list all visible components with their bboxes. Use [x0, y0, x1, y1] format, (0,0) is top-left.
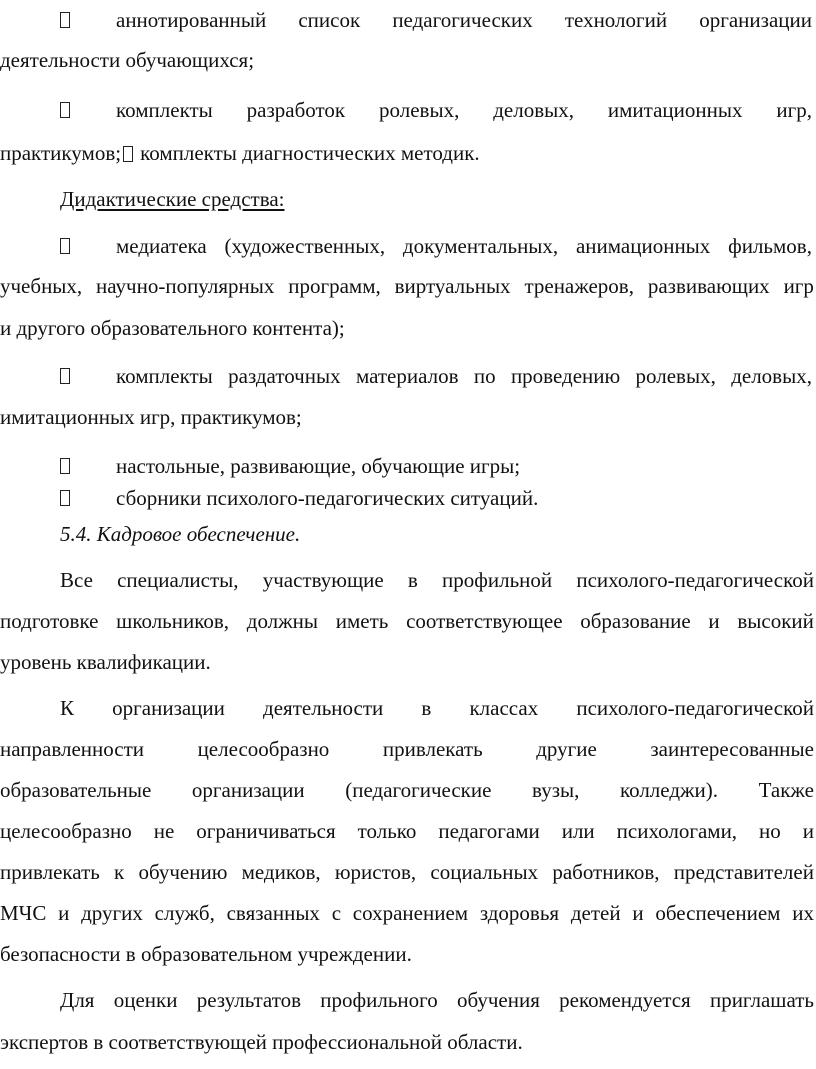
word: фильмов, [728, 234, 812, 258]
section-heading-didactic: Дидактические средства: [60, 187, 285, 211]
word: в [421, 696, 432, 720]
square-bullet-icon [60, 238, 70, 254]
bullet-item-media-library [0, 232, 816, 260]
word: психолого-педагогической [576, 696, 814, 720]
word: научно-популярных [96, 274, 275, 298]
word: медиков, [241, 860, 321, 884]
word: привлекать [0, 860, 100, 884]
word: педагогами [438, 819, 540, 843]
word: и [632, 901, 644, 925]
word: комплекты [116, 364, 213, 388]
word: материалов [355, 364, 459, 388]
word: служб, [154, 901, 215, 925]
word: МЧС [0, 901, 47, 925]
text-line: практикумов; комплекты диагностических методик. [0, 141, 480, 165]
word: (педагогические [345, 778, 492, 802]
word: участвующие [262, 568, 384, 592]
word: рекомендуется [559, 988, 691, 1012]
text-line [116, 6, 814, 34]
text-line: настольные, развивающие, обучающие игры; [116, 454, 521, 478]
word: педагогических [392, 8, 533, 32]
square-bullet-icon [60, 368, 70, 384]
word: колледжи). [619, 778, 719, 802]
word: направленности [0, 737, 145, 761]
word: игр [783, 274, 814, 298]
word: вузы, [532, 778, 580, 802]
word: обеспечением [655, 901, 781, 925]
word: связанных [226, 901, 320, 925]
word: соответствующее [406, 609, 563, 633]
word: должны [246, 609, 319, 633]
word: деловых, [493, 98, 574, 122]
word: тренажеров, [524, 274, 634, 298]
word: приглашать [709, 988, 814, 1012]
word: результатов [196, 988, 302, 1012]
word: профильной [442, 568, 553, 592]
word: социальных [430, 860, 539, 884]
text-line [0, 899, 816, 927]
word: организации [699, 8, 812, 32]
square-bullet-icon [60, 12, 70, 28]
text-line: экспертов в соответствующей профессиональной области. [0, 1030, 523, 1054]
word: психолого-педагогической [576, 568, 814, 592]
text-line [60, 566, 816, 594]
bullet-item-situations [0, 484, 816, 512]
text-line [0, 858, 816, 886]
word: технологий [564, 8, 668, 32]
word: юристов, [334, 860, 417, 884]
word: по [473, 364, 496, 388]
word: с [331, 901, 342, 925]
text-line: сборники психолого-педагогических ситуаций. [116, 486, 539, 510]
word: обучению [138, 860, 228, 884]
word: ролевых, [635, 364, 716, 388]
word: их [792, 901, 814, 925]
word: виртуальных [394, 274, 511, 298]
word: здоровья [479, 901, 560, 925]
text-line: деятельности обучающихся; [0, 48, 255, 72]
word: но [759, 819, 781, 843]
word: имитационных [607, 98, 743, 122]
text-line: имитационных игр, практикумов; [0, 405, 302, 429]
word: (художественных, [224, 234, 386, 258]
word: организации [191, 778, 305, 802]
square-bullet-icon [60, 458, 70, 474]
word: представителей [673, 860, 814, 884]
word: Все [60, 568, 93, 592]
word: подготовке [0, 609, 99, 633]
section-heading-staffing: 5.4. Кадровое обеспечение. [60, 522, 301, 546]
word: образовательные [0, 778, 152, 802]
word: школьников, [116, 609, 230, 633]
word: развивающих [647, 274, 770, 298]
word: или [561, 819, 595, 843]
word: в [407, 568, 418, 592]
word: психологами, [616, 819, 738, 843]
word: программ, [288, 274, 381, 298]
square-bullet-icon [60, 490, 70, 506]
word: только [357, 819, 417, 843]
text-line [0, 776, 816, 804]
text-line [60, 986, 816, 1014]
word: и [58, 901, 70, 925]
word: привлекать [382, 737, 483, 761]
word: и [708, 609, 720, 633]
word: разработок [246, 98, 346, 122]
word: образование [580, 609, 691, 633]
word: список [298, 8, 361, 32]
word: деловых, [731, 364, 812, 388]
word: К [60, 696, 75, 720]
word: специалисты, [117, 568, 239, 592]
word: целесообразно [0, 819, 132, 843]
text-line [0, 272, 816, 300]
word: деятельности [263, 696, 384, 720]
word: высокий [737, 609, 814, 633]
bullet-item-game-kits [0, 96, 816, 124]
bullet-item-technologies [0, 6, 816, 34]
word: классах [469, 696, 539, 720]
word: медиатека [116, 234, 207, 258]
word: учебных, [0, 274, 83, 298]
word: детей [570, 901, 621, 925]
word: иметь [335, 609, 389, 633]
word: другие [536, 737, 597, 761]
word: ролевых, [379, 98, 460, 122]
word: заинтересованные [650, 737, 814, 761]
word: анимационных [575, 234, 711, 258]
word: сохранением [352, 901, 469, 925]
word: проведению [510, 364, 621, 388]
word: и [802, 819, 814, 843]
text-line [0, 607, 816, 635]
word: Также [758, 778, 814, 802]
text-line [60, 694, 816, 722]
text-line [0, 735, 816, 763]
word: профильного [320, 988, 438, 1012]
word: не [153, 819, 175, 843]
word: к [114, 860, 125, 884]
word: работников, [552, 860, 660, 884]
word: ограничиваться [196, 819, 336, 843]
word: аннотированный [116, 8, 267, 32]
word: комплекты [116, 98, 213, 122]
word: других [81, 901, 143, 925]
text-line: безопасности в образовательном учреждении. [0, 942, 412, 966]
word: раздаточных [228, 364, 341, 388]
bullet-item-handouts [0, 362, 816, 390]
word: организации [112, 696, 225, 720]
word: оценки [113, 988, 178, 1012]
text-line: и другого образовательного контента); [0, 316, 345, 340]
word: игр, [776, 98, 812, 122]
square-bullet-icon [123, 146, 133, 162]
word: Для [60, 988, 95, 1012]
bullet-item-board-games [0, 452, 816, 480]
text-line: уровень квалификации. [0, 650, 211, 674]
text-line [116, 96, 814, 124]
square-bullet-icon [60, 102, 70, 118]
text-line [116, 232, 814, 260]
text-line [0, 817, 816, 845]
word: обучения [456, 988, 540, 1012]
word: целесообразно [197, 737, 330, 761]
word: документальных, [402, 234, 559, 258]
text-line [116, 362, 814, 390]
